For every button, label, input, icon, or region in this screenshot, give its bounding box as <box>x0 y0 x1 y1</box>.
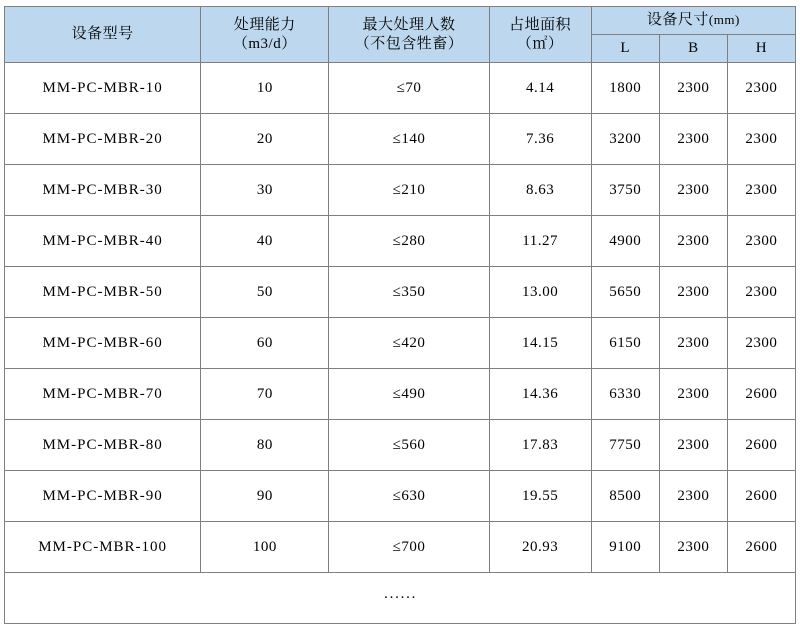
cell-breadth: 2300 <box>659 165 727 216</box>
cell-height: 2300 <box>727 165 795 216</box>
cell-length: 9100 <box>591 522 659 573</box>
cell-length: 8500 <box>591 471 659 522</box>
table-header <box>5 7 796 63</box>
cell-people: ≤70 <box>329 63 489 114</box>
cell-breadth: 2300 <box>659 63 727 114</box>
cell-height: 2300 <box>727 267 795 318</box>
cell-area: 11.27 <box>489 216 591 267</box>
cell-area: 14.36 <box>489 369 591 420</box>
table-row <box>5 267 796 318</box>
cell-length: 3200 <box>591 114 659 165</box>
header-area <box>489 7 591 63</box>
cell-height: 2600 <box>727 369 795 420</box>
table-footer <box>5 573 796 624</box>
cell-height: 2300 <box>727 216 795 267</box>
cell-height: 2300 <box>727 114 795 165</box>
table-row <box>5 114 796 165</box>
cell-area: 20.93 <box>489 522 591 573</box>
cell-length: 3750 <box>591 165 659 216</box>
cell-capacity: 10 <box>201 63 329 114</box>
table-row <box>5 471 796 522</box>
header-people <box>329 7 489 63</box>
cell-capacity: 100 <box>201 522 329 573</box>
cell-breadth: 2300 <box>659 114 727 165</box>
table-body <box>5 63 796 573</box>
cell-model: MM-PC-MBR-50 <box>5 267 201 318</box>
cell-breadth: 2300 <box>659 369 727 420</box>
cell-people: ≤140 <box>329 114 489 165</box>
header-people-note: （不包含牲畜） <box>354 35 464 52</box>
cell-area: 17.83 <box>489 420 591 471</box>
cell-breadth: 2300 <box>659 267 727 318</box>
cell-model: MM-PC-MBR-60 <box>5 318 201 369</box>
cell-area: 13.00 <box>489 267 591 318</box>
cell-breadth: 2300 <box>659 216 727 267</box>
cell-capacity: 20 <box>201 114 329 165</box>
table-row <box>5 216 796 267</box>
cell-model: MM-PC-MBR-70 <box>5 369 201 420</box>
table-row <box>5 165 796 216</box>
cell-area: 19.55 <box>489 471 591 522</box>
cell-model: MM-PC-MBR-40 <box>5 216 201 267</box>
cell-model: MM-PC-MBR-20 <box>5 114 201 165</box>
table-row <box>5 420 796 471</box>
continuation-row <box>5 573 796 624</box>
header-model-label: 设备型号 <box>71 26 134 43</box>
cell-breadth: 2300 <box>659 318 727 369</box>
header-dimension-l: L <box>591 35 659 63</box>
cell-height: 2300 <box>727 63 795 114</box>
cell-people: ≤280 <box>329 216 489 267</box>
cell-area: 8.63 <box>489 165 591 216</box>
cell-breadth: 2300 <box>659 471 727 522</box>
cell-people: ≤700 <box>329 522 489 573</box>
cell-capacity: 80 <box>201 420 329 471</box>
cell-length: 1800 <box>591 63 659 114</box>
table-row <box>5 63 796 114</box>
cell-capacity: 40 <box>201 216 329 267</box>
cell-people: ≤630 <box>329 471 489 522</box>
header-dimension-h: H <box>727 35 795 63</box>
header-area-label: 占地面积 <box>509 16 572 33</box>
cell-people: ≤350 <box>329 267 489 318</box>
cell-length: 6150 <box>591 318 659 369</box>
cell-capacity: 60 <box>201 318 329 369</box>
header-people-label: 最大处理人数 <box>362 16 456 33</box>
cell-model: MM-PC-MBR-30 <box>5 165 201 216</box>
cell-capacity: 70 <box>201 369 329 420</box>
continuation-ellipsis: ······ <box>5 573 796 624</box>
header-capacity-unit: （m3/d） <box>232 35 297 52</box>
header-model <box>5 7 201 63</box>
cell-height: 2600 <box>727 471 795 522</box>
cell-people: ≤420 <box>329 318 489 369</box>
header-dimensions-unit: (mm) <box>708 12 740 28</box>
cell-model: MM-PC-MBR-100 <box>5 522 201 573</box>
cell-length: 4900 <box>591 216 659 267</box>
cell-area: 14.15 <box>489 318 591 369</box>
cell-capacity: 90 <box>201 471 329 522</box>
cell-people: ≤490 <box>329 369 489 420</box>
cell-model: MM-PC-MBR-80 <box>5 420 201 471</box>
header-area-unit: （㎡） <box>516 35 564 52</box>
cell-model: MM-PC-MBR-10 <box>5 63 201 114</box>
cell-height: 2600 <box>727 522 795 573</box>
cell-capacity: 30 <box>201 165 329 216</box>
table-row <box>5 522 796 573</box>
cell-length: 7750 <box>591 420 659 471</box>
header-dimensions-label: 设备尺寸 <box>646 12 709 29</box>
equipment-spec-table <box>4 6 796 624</box>
cell-breadth: 2300 <box>659 522 727 573</box>
table-row <box>5 318 796 369</box>
cell-length: 5650 <box>591 267 659 318</box>
cell-capacity: 50 <box>201 267 329 318</box>
header-dimension-b: B <box>659 35 727 63</box>
header-row-primary <box>5 7 796 35</box>
header-capacity-label: 处理能力 <box>233 16 296 33</box>
header-capacity <box>201 7 329 63</box>
cell-model: MM-PC-MBR-90 <box>5 471 201 522</box>
cell-area: 7.36 <box>489 114 591 165</box>
cell-people: ≤560 <box>329 420 489 471</box>
cell-area: 4.14 <box>489 63 591 114</box>
cell-height: 2300 <box>727 318 795 369</box>
cell-breadth: 2300 <box>659 420 727 471</box>
cell-length: 6330 <box>591 369 659 420</box>
header-dimensions <box>591 7 795 35</box>
table-row <box>5 369 796 420</box>
cell-people: ≤210 <box>329 165 489 216</box>
cell-height: 2600 <box>727 420 795 471</box>
